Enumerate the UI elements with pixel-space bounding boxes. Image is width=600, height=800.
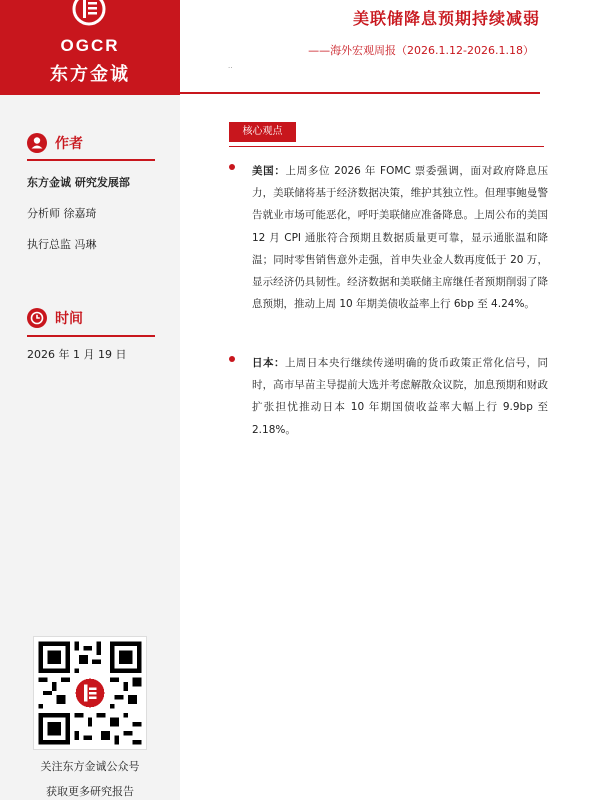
point-us-label: 美国： xyxy=(252,165,286,177)
analyst-name: 分析师 徐嘉琦 xyxy=(27,207,97,220)
point-us-text xyxy=(252,160,548,315)
sidebar xyxy=(0,95,180,800)
time-heading-label: 时间 xyxy=(55,311,83,327)
bullet-dot xyxy=(229,164,235,170)
logo-mark-icon xyxy=(72,0,106,26)
tag-divider xyxy=(229,146,544,147)
point-japan-label: 日本： xyxy=(252,357,285,369)
time-heading xyxy=(27,308,83,328)
director-name: 执行总监 冯琳 xyxy=(27,238,97,251)
decorative-dots: ·· xyxy=(228,64,233,72)
point-us-body: 上周多位 2026 年 FOMC 票委强调，面对政府降息压力，美联储将基于经济数据决策，维护其独立性。但理事鲍曼警告就业市场可能恶化，呼吁美联储应准备降息。上周公布的美国 12 月 CPI 通胀符合预期且数据质量更可靠，显示通胀温和降温；同时零售销售意外走强，首申失业金人数再度低于 20 万，显示经济仍具韧性。经济数据和美联储主席继任者预期削弱了降息预期，推动上周 10 年期美债收益率上行 6bp 至 4.24%。 xyxy=(252,165,549,311)
logo-text-cn: 东方金诚 xyxy=(50,64,130,85)
report-title: 美联储降息预期持续减弱 xyxy=(352,9,540,28)
qr-code-icon xyxy=(33,636,147,750)
org-name: 东方金诚 研究发展部 xyxy=(27,176,130,189)
report-date: 2026 年 1 月 19 日 xyxy=(27,348,127,361)
point-japan-text xyxy=(252,352,548,441)
qr-caption-follow: 关注东方金诚公众号 xyxy=(40,760,140,773)
core-views-tag: 核心观点 xyxy=(229,122,296,142)
author-heading xyxy=(27,133,83,153)
person-icon xyxy=(27,133,47,153)
time-divider xyxy=(27,335,155,337)
report-subtitle: ——海外宏观周报（2026.1.12-2026.1.18） xyxy=(308,44,534,57)
logo-block xyxy=(0,0,180,95)
clock-icon xyxy=(27,308,47,328)
logo-text-en: OGCR xyxy=(60,36,120,55)
author-heading-label: 作者 xyxy=(55,136,83,152)
author-divider xyxy=(27,159,155,161)
point-japan-body: 上周日本央行继续传递明确的货币政策正常化信号，同时，高市早苗主导提前大选并考虑解散众议院，加息预期和财政扩张担忧推动日本 10 年期国债收益率大幅上行 9.9bp 至 2.18%。 xyxy=(252,357,549,436)
qr-caption-reports: 获取更多研究报告 xyxy=(46,785,134,798)
header-divider xyxy=(180,92,540,94)
bullet-dot xyxy=(229,356,235,362)
